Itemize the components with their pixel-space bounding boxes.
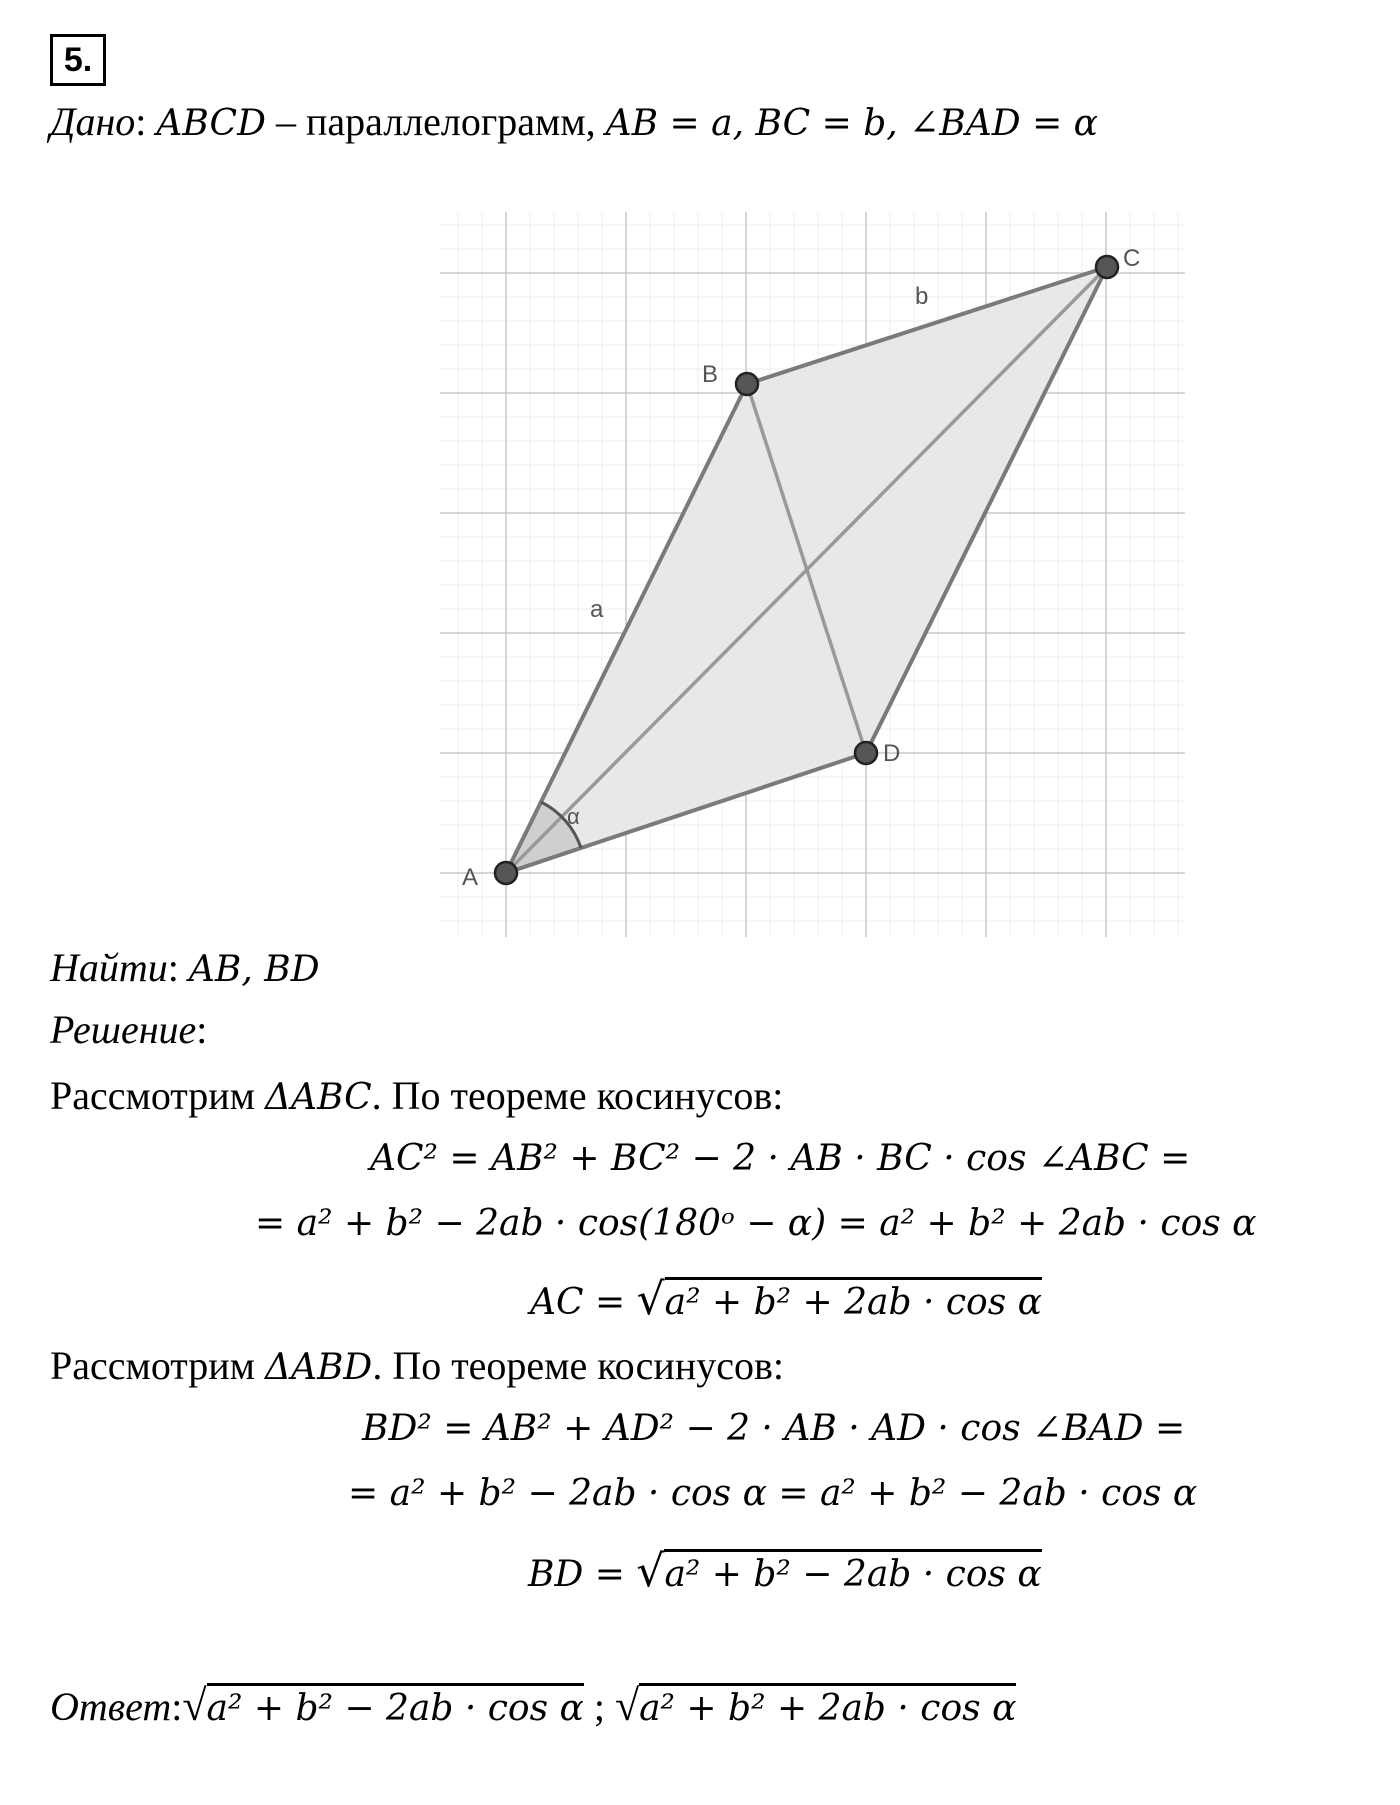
step1-equation-3: [530, 1274, 1042, 1327]
point-c: [1096, 256, 1118, 278]
parallelogram-figure: [440, 212, 1185, 937]
given-colon: :: [135, 99, 147, 144]
find-line: [50, 944, 320, 992]
solution-label: Решение: [50, 1007, 197, 1052]
point-b: [736, 373, 758, 395]
given-line: [50, 98, 1098, 146]
solution-line: [50, 1006, 207, 1054]
step1-equation-1: AC² = AB² + BC² − 2 · AB · BC · cos ∠ABC =: [370, 1138, 1191, 1179]
point-a: [495, 862, 517, 884]
label-side-a: a: [590, 596, 604, 623]
solution-colon: :: [196, 1007, 208, 1052]
find-label: Найти: [50, 945, 168, 990]
step1-equation-2: = a² + b² − 2ab · cos(180ᵒ − α) = a² + b² + 2ab · cos α: [255, 1203, 1257, 1244]
sqrt-icon: √: [182, 1681, 207, 1730]
sqrt-icon: √: [636, 1274, 665, 1325]
answer-colon: :: [171, 1684, 183, 1729]
step2-equation-2: = a² + b² − 2ab · cos α = a² + b² − 2ab · cos α: [348, 1473, 1198, 1514]
given-conditions: AB = a, BC = b, ∠BAD = α: [605, 103, 1098, 144]
sqrt-icon: √: [636, 1546, 665, 1597]
step2-triangle: ΔABD: [264, 1347, 373, 1388]
step1-eq3-lhs: AC =: [530, 1282, 626, 1323]
step2-intro: [50, 1342, 784, 1390]
label-b: B: [702, 361, 719, 388]
find-colon: :: [167, 945, 179, 990]
step2-eq3-lhs: BD =: [528, 1554, 625, 1595]
label-c: C: [1123, 245, 1141, 272]
answer-label: Ответ: [50, 1684, 172, 1729]
given-text: параллелограмм,: [305, 99, 596, 144]
step1-triangle: ΔABC: [264, 1077, 372, 1118]
given-figure: ABCD: [156, 103, 266, 144]
sqrt-icon: √: [614, 1681, 640, 1730]
step2-eq3-radicand: a² + b² − 2ab · cos α: [664, 1549, 1041, 1595]
step1-intro: [50, 1072, 783, 1120]
answer-separator: ;: [593, 1684, 605, 1729]
answer-line: [50, 1680, 1016, 1733]
step1-prefix: Рассмотрим: [50, 1073, 255, 1118]
find-targets: AB, BD: [188, 949, 320, 990]
step2-suffix: . По теореме косинусов:: [372, 1343, 784, 1388]
label-alpha: α: [567, 804, 580, 829]
given-label: Дано: [50, 99, 136, 144]
label-a: A: [462, 864, 479, 891]
label-d: D: [883, 740, 901, 767]
step1-suffix: . По теореме косинусов:: [371, 1073, 784, 1118]
label-side-b: b: [915, 283, 929, 310]
point-d: [855, 742, 877, 764]
answer-value-2: a² + b² + 2ab · cos α: [639, 1683, 1016, 1729]
answer-value-1: a² + b² − 2ab · cos α: [207, 1683, 584, 1729]
step1-eq3-radicand: a² + b² + 2ab · cos α: [665, 1277, 1042, 1323]
step2-prefix: Рассмотрим: [50, 1343, 255, 1388]
given-dash: –: [275, 99, 296, 144]
step2-equation-1: BD² = AB² + AD² − 2 · AB · AD · cos ∠BAD =: [362, 1408, 1186, 1449]
problem-number: 5.: [50, 34, 106, 86]
step2-equation-3: [528, 1546, 1042, 1599]
